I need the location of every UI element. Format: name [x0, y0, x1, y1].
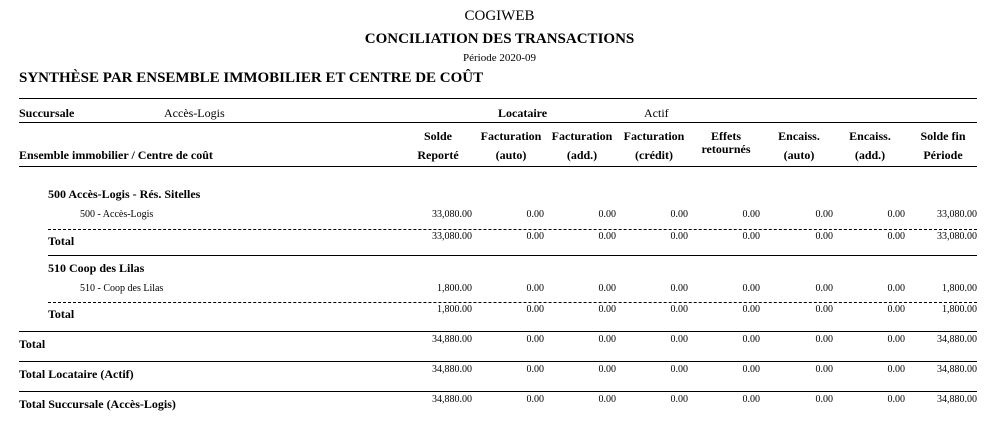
header-rule	[19, 98, 977, 99]
returned-items-value: 0.00	[742, 364, 760, 375]
carried-balance-value: 34,880.00	[432, 334, 472, 345]
ending-balance-header: Période	[923, 148, 963, 162]
ending-balance-value: 33,080.00	[937, 209, 977, 220]
receipts-add-value: 0.00	[887, 304, 905, 315]
billing-credit-value: 0.00	[670, 364, 688, 375]
billing-credit-value: 0.00	[670, 394, 688, 405]
returned-items-header: retournés	[701, 142, 751, 156]
receipts-add-value: 0.00	[887, 334, 905, 345]
returned-items-value: 0.00	[742, 334, 760, 345]
receipts-add-header: (add.)	[854, 148, 886, 162]
subtotal-rule	[48, 229, 977, 230]
carried-balance-value: 1,800.00	[437, 283, 472, 294]
returned-items-value: 0.00	[742, 231, 760, 242]
carried-balance-value: 34,880.00	[432, 364, 472, 375]
group-column-header: Ensemble immobilier / Centre de coût	[19, 148, 213, 162]
billing-auto-value: 0.00	[526, 209, 544, 220]
company-name: COGIWEB	[464, 8, 535, 24]
receipts-auto-value: 0.00	[815, 283, 833, 294]
billing-add-value: 0.00	[598, 283, 616, 294]
total-rule	[19, 331, 977, 332]
billing-credit-value: 0.00	[670, 304, 688, 315]
total-rule	[19, 391, 977, 392]
billing-credit-header: Facturation	[623, 129, 685, 143]
group-name: 500 Accès-Logis - Rés. Sitelles	[48, 187, 201, 201]
returned-items-header: Effets	[711, 129, 741, 143]
group-total-label: Total	[48, 234, 75, 248]
returned-items-value: 0.00	[742, 394, 760, 405]
ending-balance-value: 1,800.00	[942, 283, 977, 294]
cost-center-label: 500 - Accès-Logis	[80, 209, 154, 220]
receipts-add-value: 0.00	[887, 231, 905, 242]
total-rule	[19, 361, 977, 362]
receipts-auto-value: 0.00	[815, 231, 833, 242]
billing-auto-value: 0.00	[526, 283, 544, 294]
billing-add-header: Facturation	[551, 129, 613, 143]
billing-add-value: 0.00	[598, 231, 616, 242]
receipts-auto-value: 0.00	[815, 334, 833, 345]
returned-items-value: 0.00	[742, 304, 760, 315]
receipts-auto-value: 0.00	[815, 304, 833, 315]
ending-balance-value: 33,080.00	[937, 231, 977, 242]
billing-add-value: 0.00	[598, 209, 616, 220]
receipts-auto-value: 0.00	[815, 394, 833, 405]
ending-balance-value: 34,880.00	[937, 364, 977, 375]
carried-balance-header: Solde	[423, 129, 452, 143]
billing-auto-header: (auto)	[495, 148, 527, 162]
receipts-auto-header: Encaiss.	[778, 129, 820, 143]
billing-auto-value: 0.00	[526, 364, 544, 375]
branch-label: Succursale	[19, 106, 75, 120]
filter-rule	[19, 122, 977, 123]
report-period: Période 2020-09	[462, 52, 536, 64]
subtotal-rule	[48, 302, 977, 303]
billing-credit-header: (crédit)	[635, 148, 673, 162]
carried-balance-value: 34,880.00	[432, 394, 472, 405]
receipts-auto-value: 0.00	[815, 364, 833, 375]
billing-credit-value: 0.00	[670, 283, 688, 294]
tenant-total-label: Total Locataire (Actif)	[19, 367, 134, 381]
returned-items-value: 0.00	[742, 209, 760, 220]
carried-balance-value: 33,080.00	[432, 231, 472, 242]
column-header-rule	[19, 166, 977, 167]
ending-balance-value: 34,880.00	[937, 334, 977, 345]
ending-balance-value: 1,800.00	[942, 304, 977, 315]
total-label: Total	[19, 337, 46, 351]
billing-credit-value: 0.00	[670, 334, 688, 345]
cost-center-label: 510 - Coop des Lilas	[80, 283, 164, 294]
billing-add-value: 0.00	[598, 394, 616, 405]
billing-add-value: 0.00	[598, 364, 616, 375]
carried-balance-value: 33,080.00	[432, 209, 472, 220]
receipts-add-value: 0.00	[887, 283, 905, 294]
branch-total-label: Total Succursale (Accès-Logis)	[19, 397, 176, 411]
receipts-auto-value: 0.00	[815, 209, 833, 220]
group-name: 510 Coop des Lilas	[48, 261, 145, 275]
group-end-rule	[48, 255, 977, 256]
billing-auto-value: 0.00	[526, 304, 544, 315]
billing-add-value: 0.00	[598, 334, 616, 345]
receipts-auto-header: (auto)	[783, 148, 815, 162]
receipts-add-header: Encaiss.	[849, 129, 891, 143]
billing-credit-value: 0.00	[670, 209, 688, 220]
tenant-label: Locataire	[498, 106, 548, 120]
branch-value: Accès-Logis	[164, 106, 225, 120]
billing-add-header: (add.)	[566, 148, 598, 162]
carried-balance-value: 1,800.00	[437, 304, 472, 315]
receipts-add-value: 0.00	[887, 364, 905, 375]
billing-credit-value: 0.00	[670, 231, 688, 242]
returned-items-value: 0.00	[742, 283, 760, 294]
ending-balance-value: 34,880.00	[937, 394, 977, 405]
tenant-value: Actif	[644, 106, 669, 120]
ending-balance-header: Solde fin	[920, 129, 966, 143]
billing-add-value: 0.00	[598, 304, 616, 315]
group-total-label: Total	[48, 307, 75, 321]
carried-balance-header: Reporté	[417, 148, 459, 162]
billing-auto-value: 0.00	[526, 231, 544, 242]
receipts-add-value: 0.00	[887, 394, 905, 405]
receipts-add-value: 0.00	[887, 209, 905, 220]
billing-auto-value: 0.00	[526, 394, 544, 405]
billing-auto-value: 0.00	[526, 334, 544, 345]
section-title: SYNTHÈSE PAR ENSEMBLE IMMOBILIER ET CENTRE DE COÛT	[19, 70, 484, 86]
billing-auto-header: Facturation	[480, 129, 542, 143]
report-title: CONCILIATION DES TRANSACTIONS	[364, 31, 635, 47]
